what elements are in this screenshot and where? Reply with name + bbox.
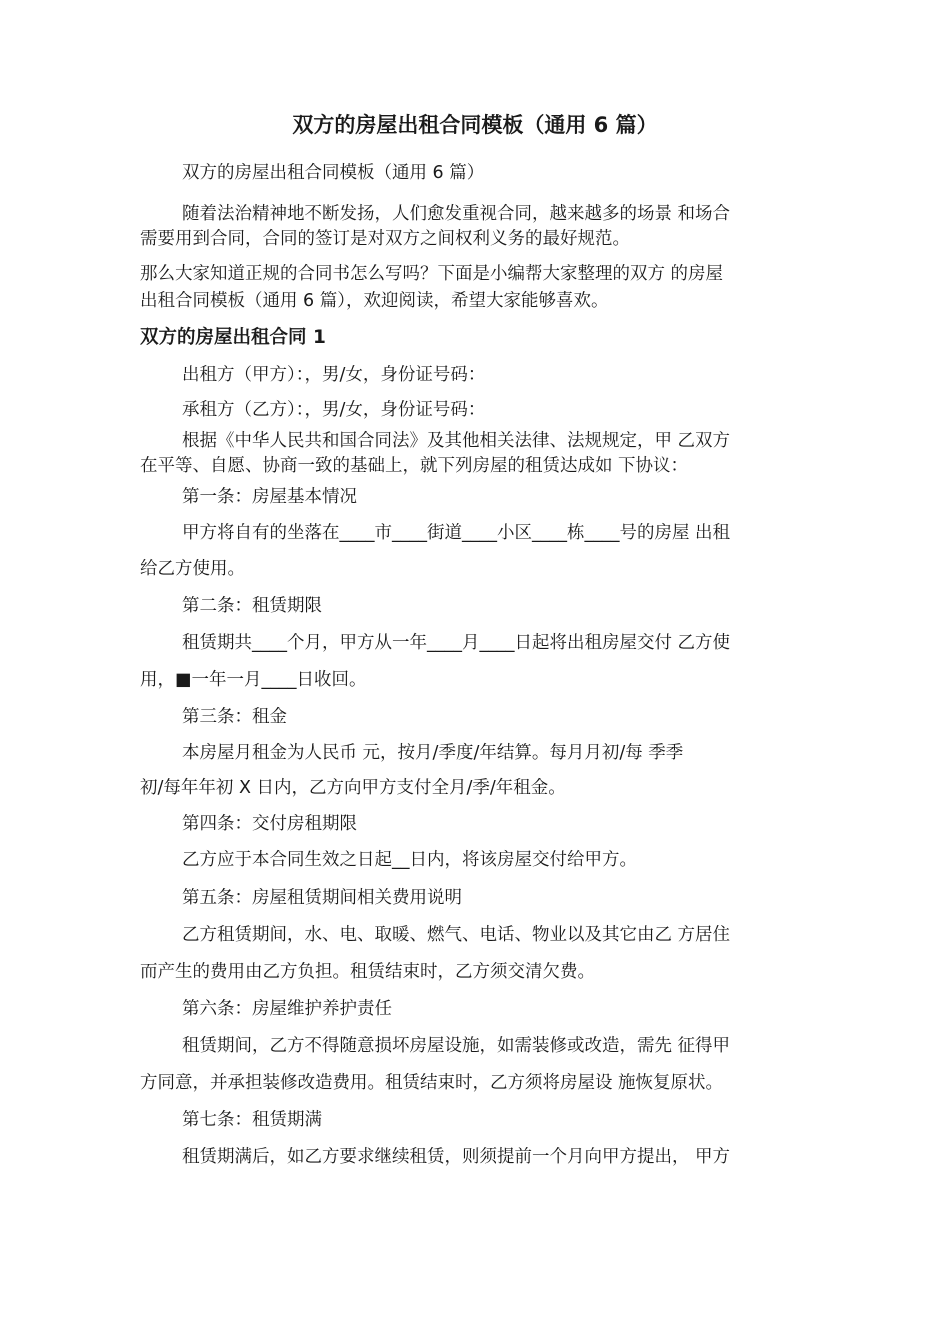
article-7-heading: 第七条：租赁期满	[182, 1110, 322, 1130]
article-1-heading: 第一条：房屋基本情况	[182, 487, 357, 507]
document-title: 双方的房屋出租合同模板（通用 6 篇）	[292, 113, 658, 138]
article-4-heading: 第四条：交付房租期限	[182, 814, 357, 834]
section-heading-contract-1: 双方的房屋出租合同 1	[140, 327, 326, 348]
intro-line-1: 随着法治精神地不断发扬，人们愈发重视合同，越来越多的场景 和场合	[182, 204, 731, 224]
article-2-line-2: 用，■一年一月____日收回。	[140, 670, 367, 690]
intro-line-3: 那么大家知道正规的合同书怎么写吗？下面是小编帮大家整理的双方 的房屋	[140, 264, 724, 284]
article-3-line-1: 本房屋月租金为人民币 元，按月/季度/年结算。每月月初/每 季季	[182, 743, 684, 763]
article-4-line-1: 乙方应于本合同生效之日起__日内，将该房屋交付给甲方。	[182, 850, 637, 870]
basis-line-1: 根据《中华人民共和国合同法》及其他相关法律、法规规定，甲 乙双方	[182, 431, 731, 451]
basis-line-2: 在平等、自愿、协商一致的基础上，就下列房屋的租赁达成如 下协议：	[140, 456, 689, 476]
article-5-heading: 第五条：房屋租赁期间相关费用说明	[182, 888, 462, 908]
article-7-line-1: 租赁期满后，如乙方要求继续租赁，则须提前一个月向甲方提出， 甲方	[182, 1147, 731, 1167]
article-2-line-1: 租赁期共____个月，甲方从一年____月____日起将出租房屋交付 乙方使	[182, 633, 731, 653]
lessee-line: 承租方（乙方）：，男/女，身份证号码：	[182, 400, 486, 420]
article-3-line-2: 初/每年年初 X 日内，乙方向甲方支付全月/季/年租金。	[140, 778, 566, 798]
lessor-line: 出租方（甲方）：，男/女，身份证号码：	[182, 365, 486, 385]
article-2-heading: 第二条：租赁期限	[182, 596, 322, 616]
article-6-line-1: 租赁期间，乙方不得随意损坏房屋设施，如需装修或改造，需先 征得甲	[182, 1036, 731, 1056]
article-3-heading: 第三条：租金	[182, 707, 287, 727]
intro-line-2: 需要用到合同，合同的签订是对双方之间权利义务的最好规范。	[140, 229, 630, 249]
article-5-line-2: 而产生的费用由乙方负担。租赁结束时，乙方须交清欠费。	[140, 962, 595, 982]
article-1-line-1: 甲方将自有的坐落在____市____街道____小区____栋____号的房屋 出租	[182, 523, 731, 543]
article-5-line-1: 乙方租赁期间，水、电、取暖、燃气、电话、物业以及其它由乙 方居住	[182, 925, 731, 945]
article-6-heading: 第六条：房屋维护养护责任	[182, 999, 392, 1019]
subtitle-line: 双方的房屋出租合同模板（通用 6 篇）	[182, 163, 485, 183]
article-1-line-2: 给乙方使用。	[140, 559, 245, 579]
article-6-line-2: 方同意，并承担装修改造费用。租赁结束时，乙方须将房屋设 施恢复原状。	[140, 1073, 724, 1093]
intro-line-4: 出租合同模板（通用 6 篇），欢迎阅读，希望大家能够喜欢。	[140, 291, 609, 311]
